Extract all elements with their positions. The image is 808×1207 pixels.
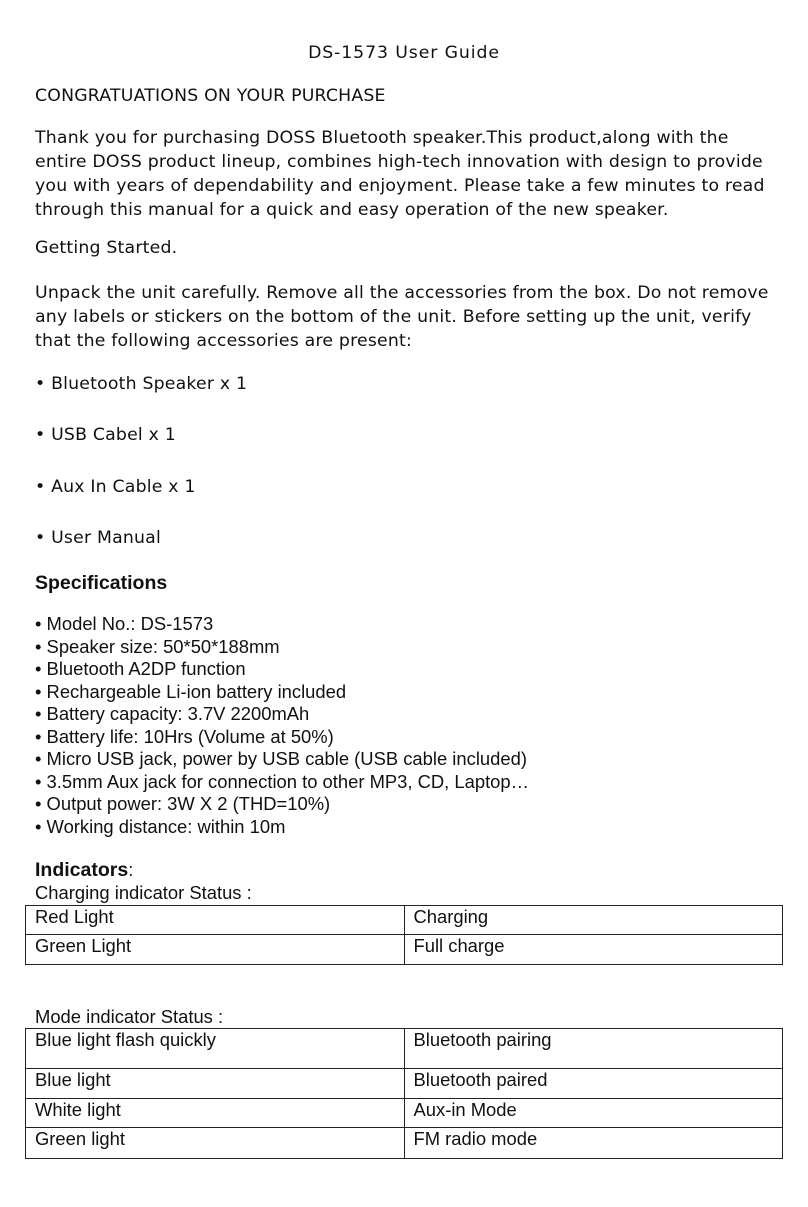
spec-battery-type: • Rechargeable Li-ion battery included <box>35 680 347 702</box>
table-cell: Green Light <box>26 935 405 965</box>
spec-speaker-size: • Speaker size: 50*50*188mm <box>35 635 280 657</box>
spec-working-distance: • Working distance: within 10m <box>35 815 286 837</box>
table-cell: Bluetooth pairing <box>404 1029 783 1069</box>
table-row <box>26 935 783 965</box>
accessory-item-usb-cable: • USB Cabel x 1 <box>35 425 176 445</box>
table-cell: Blue light flash quickly <box>26 1029 405 1069</box>
table-cell: Full charge <box>404 935 783 965</box>
table-cell: Bluetooth paired <box>404 1069 783 1099</box>
spec-model: • Model No.: DS-1573 <box>35 613 214 634</box>
accessory-item-user-manual: • User Manual <box>35 528 161 548</box>
table-row <box>26 1099 783 1128</box>
charging-indicator-table <box>25 905 783 965</box>
indicators-heading: Indicators <box>35 859 129 881</box>
table-cell: White light <box>26 1099 405 1128</box>
table-cell: Blue light <box>26 1069 405 1099</box>
spec-battery-capacity: • Battery capacity: 3.7V 2200mAh <box>35 703 310 724</box>
getting-started-heading: Getting Started. <box>35 238 178 258</box>
unpack-paragraph: Unpack the unit carefully. Remove all the accessories from the box. Do not remove any labels or stickers on the bottom of the unit. Before setting up the unit, verify that the following accessories are present: <box>35 283 769 351</box>
mode-indicator-table <box>25 1028 783 1159</box>
charging-indicator-label: Charging indicator Status : <box>35 882 252 903</box>
indicators-heading-wrap <box>35 859 133 882</box>
intro-paragraph: Thank you for purchasing DOSS Bluetooth speaker.This product,along with the entire DOSS product lineup, combines high-tech innovation with design to provide you with years of dependability and enjoyment. Please take a few minutes to read through this manual for a quick and easy operation of the new speaker. <box>35 128 765 220</box>
spec-bluetooth: • Bluetooth A2DP function <box>35 658 246 679</box>
table-cell: Charging <box>404 906 783 935</box>
specifications-heading: Specifications <box>35 572 168 594</box>
table-cell: FM radio mode <box>404 1128 783 1159</box>
accessory-item-aux-cable: • Aux In Cable x 1 <box>35 477 196 497</box>
table-row <box>26 906 783 935</box>
accessory-item-speaker: • Bluetooth Speaker x 1 <box>35 374 248 394</box>
spec-usb-jack: • Micro USB jack, power by USB cable (USB cable included) <box>35 748 527 769</box>
mode-indicator-label: Mode indicator Status : <box>35 1006 224 1027</box>
spec-output-power: • Output power: 3W X 2 (THD=10%) <box>35 793 331 814</box>
congrats-heading: CONGRATUATIONS ON YOUR PURCHASE <box>35 86 386 106</box>
specifications-list <box>35 613 529 838</box>
spec-battery-life: • Battery life: 10Hrs (Volume at 50%) <box>35 725 334 747</box>
table-row <box>26 1029 783 1069</box>
spec-aux-jack: • 3.5mm Aux jack for connection to other MP3, CD, Laptop… <box>35 770 530 792</box>
table-row <box>26 1069 783 1099</box>
table-cell: Green light <box>26 1128 405 1159</box>
document-title: DS-1573 User Guide <box>308 43 500 63</box>
table-cell: Aux-in Mode <box>404 1099 783 1128</box>
table-row <box>26 1128 783 1159</box>
indicators-colon: : <box>128 859 134 880</box>
table-cell: Red Light <box>26 906 405 935</box>
